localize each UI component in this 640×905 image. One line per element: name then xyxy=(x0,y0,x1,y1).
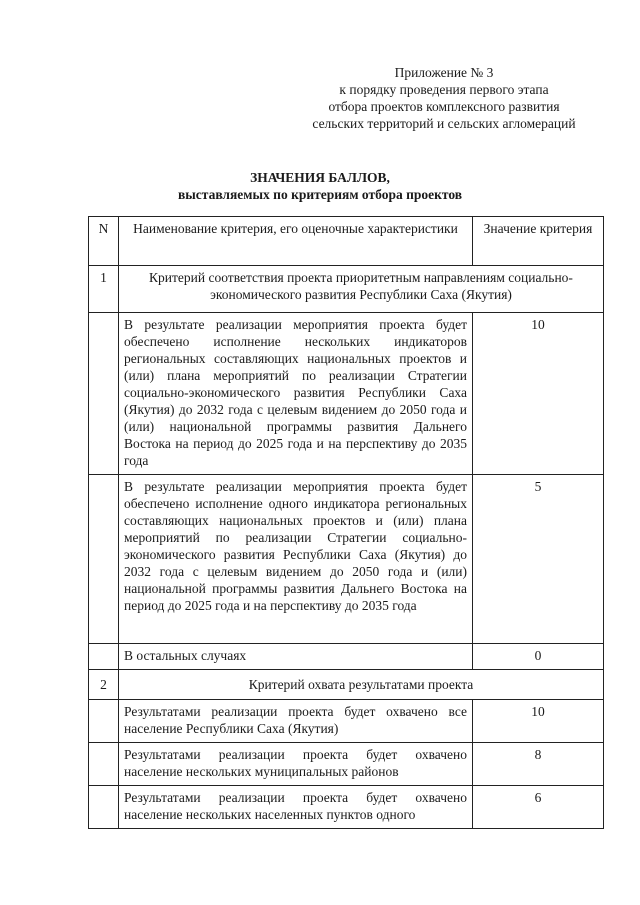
criterion-value: 10 xyxy=(473,313,604,475)
appendix-line: отбора проектов комплексного развития xyxy=(328,99,560,114)
criterion-title: Критерий соответствия проекта приоритетным направлениям социально-экономического развития Республики Саха (Якутия) xyxy=(119,266,604,313)
appendix-line: сельских территорий и сельских агломераций xyxy=(312,116,576,131)
criterion-value: 6 xyxy=(473,786,604,829)
criterion-number: 2 xyxy=(89,670,119,700)
characteristic-text: Результатами реализации проекта будет охвачено население нескольких муниципальных районов xyxy=(119,743,473,786)
criterion-value: 0 xyxy=(473,644,604,670)
title-line: выставляемых по критериям отбора проектов xyxy=(177,187,463,202)
characteristic-text: В остальных случаях xyxy=(119,644,473,670)
empty-cell xyxy=(89,644,119,670)
empty-cell xyxy=(89,475,119,644)
appendix-line: к порядку проведения первого этапа xyxy=(339,82,549,97)
criterion-number: 1 xyxy=(89,266,119,313)
empty-cell xyxy=(89,786,119,829)
characteristic-text: Результатами реализации проекта будет охвачено население нескольких населенных пунктов одного xyxy=(119,786,473,829)
document-title xyxy=(0,169,640,203)
title-line: ЗНАЧЕНИЯ БАЛЛОВ, xyxy=(250,170,390,185)
characteristic-text: В результате реализации мероприятия проекта будет обеспечено исполнение нескольких индикаторов региональных составляющих национальных проектов и (или) плана мероприятий по реализации Стратегии социально-экономического развития Республики Саха (Якутия) до 2032 года с целевым видением до 2050 года и (или) национальной программы развития Дальнего Востока на период до 2025 года и на перспективу до 2035 года xyxy=(119,313,473,475)
table-row xyxy=(89,475,604,644)
table-row xyxy=(89,700,604,743)
table-row xyxy=(89,644,604,670)
empty-cell xyxy=(89,313,119,475)
empty-cell xyxy=(89,700,119,743)
header-value: Значение критерия xyxy=(473,217,604,266)
table-header-row xyxy=(89,217,604,266)
header-num: N xyxy=(89,217,119,266)
appendix-heading xyxy=(294,64,594,132)
header-name: Наименование критерия, его оценочные характеристики xyxy=(119,217,473,266)
characteristic-text: Результатами реализации проекта будет охвачено все население Республики Саха (Якутия) xyxy=(119,700,473,743)
empty-cell xyxy=(89,743,119,786)
appendix-number: Приложение № 3 xyxy=(394,65,494,80)
table-row xyxy=(89,313,604,475)
table-row xyxy=(89,743,604,786)
criteria-table xyxy=(88,216,604,829)
criterion-value: 10 xyxy=(473,700,604,743)
criterion-value: 5 xyxy=(473,475,604,644)
criterion-row xyxy=(89,670,604,700)
characteristic-text: В результате реализации мероприятия проекта будет обеспечено исполнение одного индикатора региональных составляющих национальных проектов и (или) плана мероприятий по реализации Стратегии социально-экономического развития Республики Саха (Якутия) до 2032 года с целевым видением до 2050 года и (или) национальной программы развития Дальнего Востока на период до 2025 года и на перспективу до 2035 года xyxy=(119,475,473,644)
criterion-value: 8 xyxy=(473,743,604,786)
table-row xyxy=(89,786,604,829)
criterion-row xyxy=(89,266,604,313)
criterion-title: Критерий охвата результатами проекта xyxy=(119,670,604,700)
